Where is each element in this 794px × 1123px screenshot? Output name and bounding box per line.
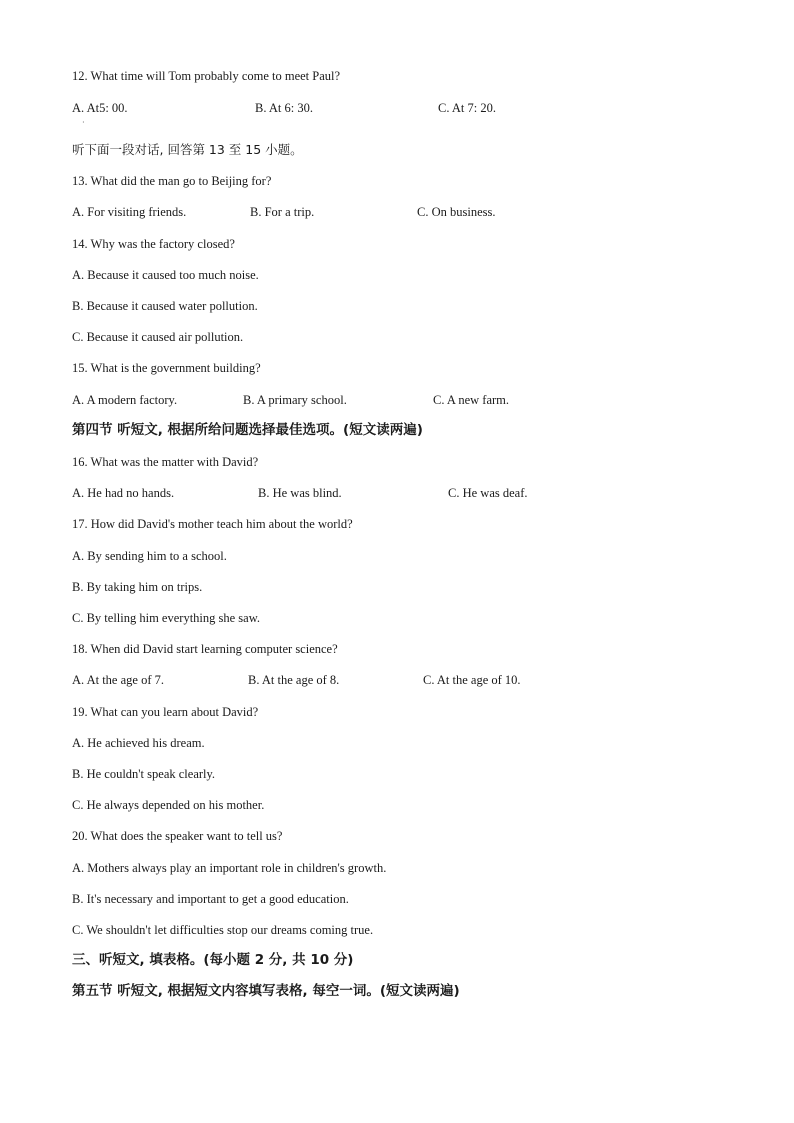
q20-option-a: A. Mothers always play an important role in children's growth.: [72, 861, 387, 875]
q19-option-b: B. He couldn't speak clearly.: [72, 767, 216, 781]
q18-option-c: C. At the age of 10.: [423, 673, 521, 687]
q19-option-a: A. He achieved his dream.: [72, 736, 205, 750]
question-19: 19. What can you learn about David?: [72, 705, 259, 719]
q12-option-b: B. At 6: 30.: [255, 101, 313, 115]
q19-option-c: C. He always depended on his mother.: [72, 798, 265, 812]
q16-option-b: B. He was blind.: [258, 486, 342, 500]
q17-option-a: A. By sending him to a school.: [72, 549, 227, 563]
question-17: 17. How did David's mother teach him about the world?: [72, 517, 353, 531]
q17-option-b: B. By taking him on trips.: [72, 580, 203, 594]
q15-option-a: A. A modern factory.: [72, 393, 178, 407]
part-3-heading: 三、听短文, 填表格。(每小题 2 分, 共 10 分): [72, 952, 354, 968]
q18-option-a: A. At the age of 7.: [72, 673, 164, 687]
q15-option-c: C. A new farm.: [433, 393, 510, 407]
q16-option-a: A. He had no hands.: [72, 486, 175, 500]
question-16: 16. What was the matter with David?: [72, 455, 259, 469]
q20-option-c: C. We shouldn't let difficulties stop our dreams coming true.: [72, 923, 374, 937]
question-15: 15. What is the government building?: [72, 361, 261, 375]
instruction-13-15: 听下面一段对话, 回答第 13 至 15 小题。: [72, 142, 303, 157]
q13-option-c: C. On business.: [417, 205, 496, 219]
q17-option-c: C. By telling him everything she saw.: [72, 611, 261, 625]
section-5-heading: 第五节 听短文, 根据短文内容填写表格, 每空一词。(短文读两遍): [72, 983, 460, 999]
stray-dot: ·: [82, 118, 85, 127]
q14-option-b: B. Because it caused water pollution.: [72, 299, 258, 313]
question-14: 14. Why was the factory closed?: [72, 237, 235, 251]
q12-option-a: A. At5: 00.: [72, 101, 128, 115]
question-20: 20. What does the speaker want to tell us?: [72, 829, 283, 843]
q12-option-c: C. At 7: 20.: [438, 101, 496, 115]
q18-option-b: B. At the age of 8.: [248, 673, 340, 687]
q14-option-c: C. Because it caused air pollution.: [72, 330, 244, 344]
q13-option-b: B. For a trip.: [250, 205, 315, 219]
q15-option-b: B. A primary school.: [243, 393, 347, 407]
q14-option-a: A. Because it caused too much noise.: [72, 268, 259, 282]
q13-option-a: A. For visiting friends.: [72, 205, 187, 219]
q16-option-c: C. He was deaf.: [448, 486, 528, 500]
section-4-heading: 第四节 听短文, 根据所给问题选择最佳选项。(短文读两遍): [72, 422, 423, 438]
question-13: 13. What did the man go to Beijing for?: [72, 174, 272, 188]
q20-option-b: B. It's necessary and important to get a good education.: [72, 892, 349, 906]
question-18: 18. When did David start learning computer science?: [72, 642, 338, 656]
question-12: 12. What time will Tom probably come to meet Paul?: [72, 69, 341, 83]
